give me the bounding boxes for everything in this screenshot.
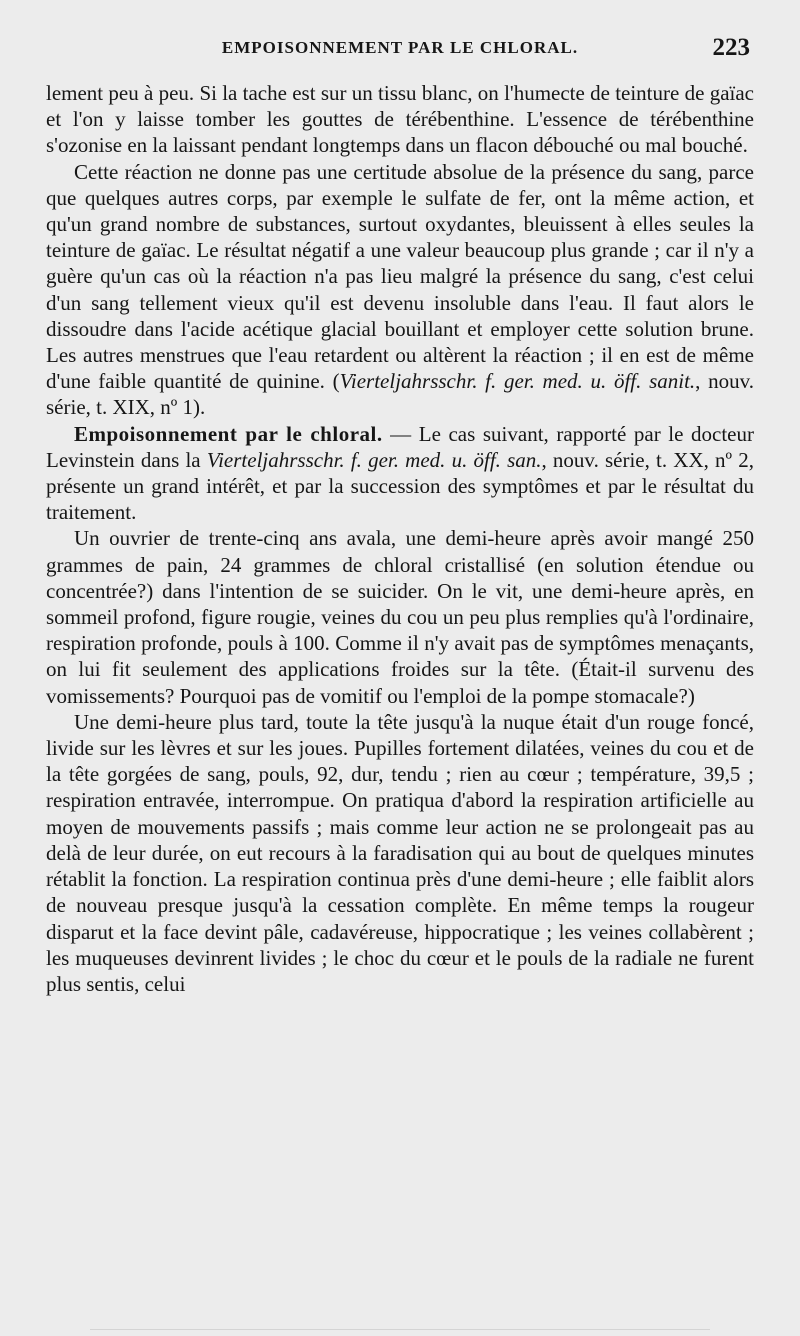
- journal-citation: Vierteljahrsschr. f. ger. med. u. öff. sanit.: [339, 369, 696, 394]
- paragraph-continuation: [46, 80, 754, 159]
- paragraph-2-text: Cette réaction ne donne pas une certitude absolue de la présence du sang, parce que quelques autres corps, par exemple le sulfate de fer, ont la même action, et qu'un grand nombre de substances, surtout oxydantes, bleuissent à elles seules la teinture de gaïac. Le résultat négatif a une valeur beaucoup plus grande ; car il n'y a guère qu'un cas où la réaction n'a pas lieu malgré la présence du sang, c'est celui d'un sang tellement vieux qu'il est devenu insoluble dans l'eau. Il faut alors le dissoudre dans l'acide acétique glacial bouillant et employer cette solution brune. Les autres menstrues que l'eau retardent ou altèrent la réaction ; il en est de même d'une faible quantité de quinine. (: [46, 159, 754, 394]
- running-head-title: EMPOISONNEMENT PAR LE CHLORAL.: [221, 38, 579, 57]
- page-number: 223: [712, 34, 750, 61]
- running-head: [48, 34, 752, 64]
- paragraph-guaiac-reaction: [46, 159, 754, 421]
- paragraph-section-intro: [46, 421, 754, 526]
- paragraph-1-text: lement peu à peu. Si la tache est sur un tissu blanc, on l'humecte de teinture de gaïac et l'on y laisse tomber les gouttes de térébenthine. L'essence de térébenthine s'ozonise en la laissant pendant longtemps dans un flacon débouché ou mal bouché.: [46, 81, 754, 158]
- citation-details: , nouv. série, t. XIX, nº 1).: [46, 369, 754, 420]
- paragraph-4-text: Un ouvrier de trente-cinq ans avala, une demi-heure après avoir mangé 250 grammes de pain, 24 grammes de chloral cristallisé (en solution étendue ou concentrée?) dans l'intention de se suicider. On le vit, une demi-heure après, en sommeil profond, figure rougie, veines du cou un peu plus remplies qu'à l'ordinaire, respiration profonde, pouls à 100. Comme il n'y avait pas de symptômes menaçants, on lui fit seulement des applications froides sur la tête. (Était-il survenu des vomissements? Pourquoi pas de vomitif ou l'emploi de la pompe stomacale?): [46, 526, 754, 708]
- journal-citation: Vierteljahrsschr. f. ger. med. u. öff. san.: [206, 447, 542, 472]
- footer-divider: [90, 1329, 710, 1330]
- paragraph-case-description: [46, 525, 754, 708]
- section-title: Empoisonnement par le chloral.: [74, 421, 383, 446]
- body-text: [46, 80, 754, 997]
- section-intro-text: — Le cas suivant, rapporté par le docteur Levinstein dans la: [46, 421, 754, 472]
- paragraph-5-text: Une demi-heure plus tard, toute la tête jusqu'à la nuque était d'un rouge foncé, livide sur les lèvres et sur les joues. Pupilles fortement dilatées, veines du cou et de la tête gorgées de sang, pouls, 92, dur, tendu ; rien au cœur ; température, 39,5 ; respiration entravée, interrompue. On pratiqua d'abord la respiration artificielle au moyen de mouvements passifs ; mais comme leur action ne se prolongeait pas au delà de leur durée, on eut recours à la faradisation qui au bout de quelques minutes rétablit la fonction. La respiration continua près d'une demi-heure ; elle faiblit alors de nouveau presque jusqu'à la cessation complète. En même temps la rougeur disparut et la face devint pâle, cadavéreuse, hippocratique ; les veines collabèrent ; les muqueuses devinrent livides ; le choc du cœur et le pouls de la radiale ne furent plus sentis, celui: [46, 709, 754, 996]
- section-intro-text-end: , nouv. série, t. XX, nº 2, présente un grand intérêt, et par la succession des symptômes et par le résultat du traitement.: [46, 447, 754, 525]
- paragraph-symptoms: [46, 709, 754, 997]
